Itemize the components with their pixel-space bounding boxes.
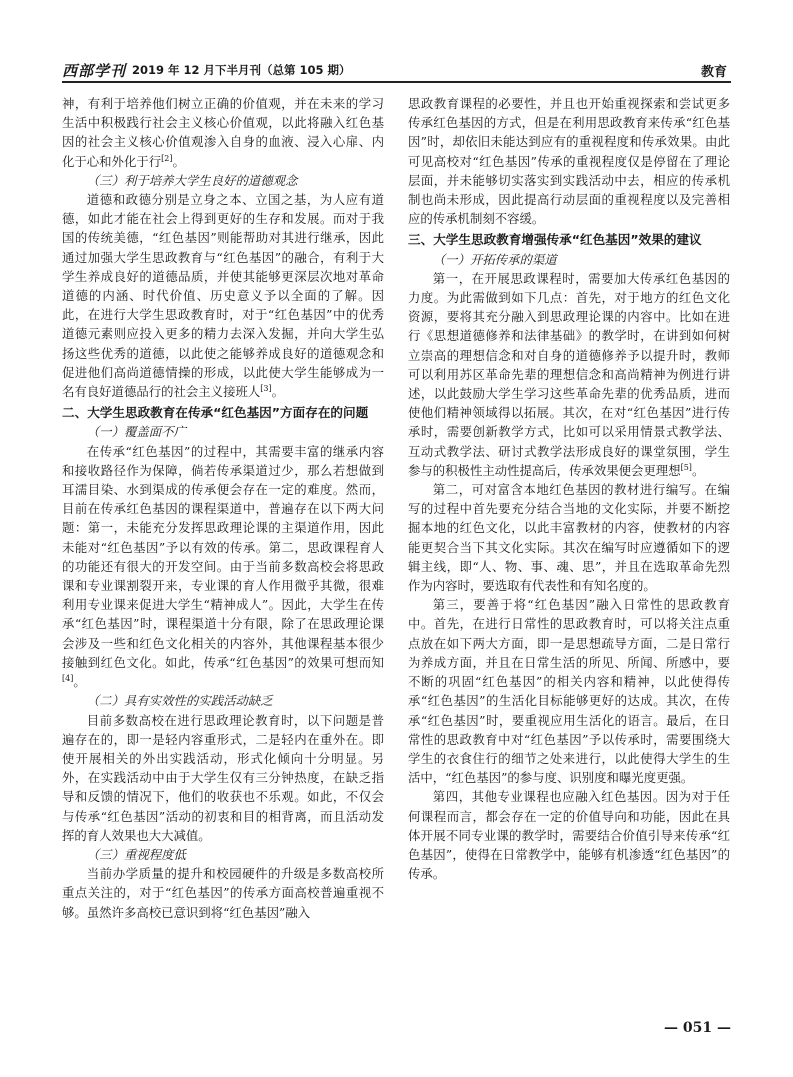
- header-divider: [62, 81, 731, 83]
- paragraph: [408, 480, 730, 595]
- paragraph: [408, 269, 730, 480]
- text: （三）利于培养大学生良好的道德观念: [86, 172, 298, 188]
- text: 在传承“红色基因”的过程中，其需要丰富的继承内容和接收路径作为保障，倘若传承渠道过少，那么若想做到耳濡目染、水到渠成的传承便会存在一定的难度。然而，目前在传承红色基因的课程渠道中，普遍存在以下两大问题：第一，未能充分发挥思政理论课的主渠道作用，因此未能对“红色基因”予以有效的传承。第二，思政课程育人的功能还有很大的开发空间。由于当前多数高校会将思政课和专业课割裂开来，专业课的育人作用微乎其微，很难利用专业课来促进大学生“精神成人”。因此，大学生在传承“红色基因”时，课程渠道十分有限，除了在思政理论课会涉及一些和红色文化相关的内容外，其他课程基本很少接触到红色文化。如此，传承“红色基因”的效果可想而知: [62, 443, 384, 670]
- paragraph: [62, 190, 384, 401]
- section-heading: [62, 403, 384, 422]
- text: 目前多数高校在进行思政理论教育时，以下问题是普遍存在的，即一是轻内容重形式，二是轻内在重外在。即使开展相关的外出实践活动，形式化倾向十分明显。另外，在实践活动中由于大学生仅有三分钟热度，在缺乏指导和反馈的情况下，他们的收获也不乐观。如此，不仅会与传承“红色基因”活动的初衷和目的相背离，而且活动发挥的育人效果也大大减值。: [62, 712, 384, 843]
- subsection-heading: [62, 691, 384, 710]
- section-label: 教育: [700, 65, 727, 80]
- text: （三）重视程度低: [86, 846, 186, 862]
- text: 第一，在开展思政课程时，需要加大传承红色基因的力度。为此需做到如下几点：首先，对于地方的红色文化资源，要将其充分融入到思政理论课的内容中。比如在进行《思想道德修养和法律基础》的教学时，在讲到如何树立崇高的理想信念和对自身的道德修养予以提升时，教师可以利用苏区革命先辈的理想信念和高尚精神为例进行讲述，以此鼓励大学生学习这些革命先辈的优秀品质，进而使他们精神领域得以拓展。其次，在对“红色基因”进行传承时，需要创新教学方式，比如可以采用情景式教学法、互动式教学法、研讨式教学法形成良好的课堂氛围，学生参与的积极性主动性提高后，传承效果便会更理想: [408, 270, 730, 478]
- paragraph: [408, 595, 730, 787]
- text-end: 。: [271, 384, 284, 400]
- section-heading: [408, 230, 730, 249]
- text-end: 。: [691, 462, 705, 478]
- text: 思政教育课程的必要性，并且也开始重视探索和尝试更多传承红色基因的方式，但是在利用思政教育来传承“红色基因”时，却依旧未能达到应有的重视程度和传承效果。由此可见高校对“红色基因”传承的重视程度仅是停留在了理论层面，并未能够切实落实到实践活动中去，相应的传承机制也尚未形成，因此提高行动层面的重视程度以及完善相应的传承机制刻不容缓。: [408, 96, 730, 227]
- page-header: [62, 58, 731, 80]
- text: 第二，可对富含本地红色基因的教材进行编写。在编写的过程中首先要充分结合当地的文化实际，并要不断挖掘本地的红色文化，以此丰富教材的内容，使教材的内容能更契合当下其文化实际。其次在编写时应遵循如下的逻辑主线，即“人、物、事、魂、思”，并且在选取革命先烈作为内容时，要选取有代表性和有知名度的。: [408, 482, 730, 594]
- paragraph: [408, 94, 730, 228]
- citation-ref: [3]: [260, 383, 272, 393]
- right-column: [408, 94, 730, 883]
- citation-ref: [2]: [161, 153, 173, 163]
- page-number: — 051 —: [664, 1020, 731, 1036]
- subsection-heading: [408, 250, 730, 269]
- citation-ref: [5]: [680, 462, 692, 472]
- paragraph: [62, 442, 384, 692]
- paragraph: [62, 864, 384, 922]
- journal-logo: 西部学刊: [62, 62, 127, 80]
- subsection-heading: [62, 422, 384, 441]
- text: （一）覆盖面不广: [86, 424, 186, 440]
- issue-info: 2019 年 12 月下半月刊（总第 105 期）: [132, 63, 351, 77]
- text: （二）具有实效性的实践活动缺乏: [86, 693, 273, 709]
- text: 当前办学质量的提升和校园硬件的升级是多数高校所重点关注的，对于“红色基因”的传承方面高校普遍重视不够。虽然许多高校已意识到将“红色基因”融入: [62, 866, 384, 920]
- paragraph: [408, 787, 730, 883]
- text: 第四，其他专业课程也应融入红色基因。因为对于任何课程而言，都会存在一定的价值导向和功能，因此在具体开展不同专业课的教学时，需要结合价值引导来传承“红色基因”，使得在日常教学中，能够有机渗透“红色基因”的传承。: [408, 789, 730, 882]
- paragraph: [62, 711, 384, 845]
- citation-ref: [4]: [62, 673, 74, 683]
- text-end: 。: [172, 153, 185, 169]
- text-end: 。: [73, 674, 86, 690]
- text: （一）开拓传承的渠道: [432, 251, 557, 267]
- subsection-heading: [62, 171, 384, 190]
- text: 神，有利于培养他们树立正确的价值观，并在未来的学习生活中积极践行社会主义核心价值观，以此将融入红色基因的社会主义核心价值观渗入自身的血液、浸入心扉、内化于心和外化于行: [62, 96, 384, 169]
- paragraph: [62, 94, 384, 171]
- text: 三、大学生思政教育增强传承“红色基因”效果的建议: [408, 232, 702, 248]
- left-column: [62, 94, 384, 922]
- subsection-heading: [62, 845, 384, 864]
- text: 道德和政德分别是立身之本、立国之基，为人应有道德，如此才能在社会上得到更好的生存和发展。而对于我国的传统美德，“红色基因”则能帮助对其进行继承，因此通过加强大学生思政教育与“红色基因”的融合，有利于大学生养成良好的道德品质，并使其能够更深层次地对革命道德的内涵、时代价值、历史意义予以全面的了解。因此，在进行大学生思政教育时，对于“红色基因”中的优秀道德元素则应投入更多的精力去深入发掘，并向大学生弘扬这些优秀的道德，以此使之能够养成良好的道德观念和促进他们高尚道德情操的形成，以此使大学生能够成为一名有良好道德品行的社会主义接班人: [62, 192, 384, 400]
- text: 第三，要善于将“红色基因”融入日常性的思政教育中。首先，在进行日常性的思政教育时，可以将关注点重点放在如下两大方面，即一是思想疏导方面，二是日常行为养成方面，并且在日常生活的所见、所闻、所感中，要不断的巩固“红色基因”的相关内容和精神，以此使得传承“红色基因”的生活化目标能够更好的达成。其次，在传承“红色基因”时，要重视应用生活化的语言。最后，在日常性的思政教育中对“红色基因”予以传承时，需要围绕大学生的衣食住行的细节之处来进行，以此使得大学生的生活中，“红色基因”的参与度、识别度和曝光度更强。: [408, 597, 730, 786]
- text: 二、大学生思政教育在传承“红色基因”方面存在的问题: [62, 405, 369, 421]
